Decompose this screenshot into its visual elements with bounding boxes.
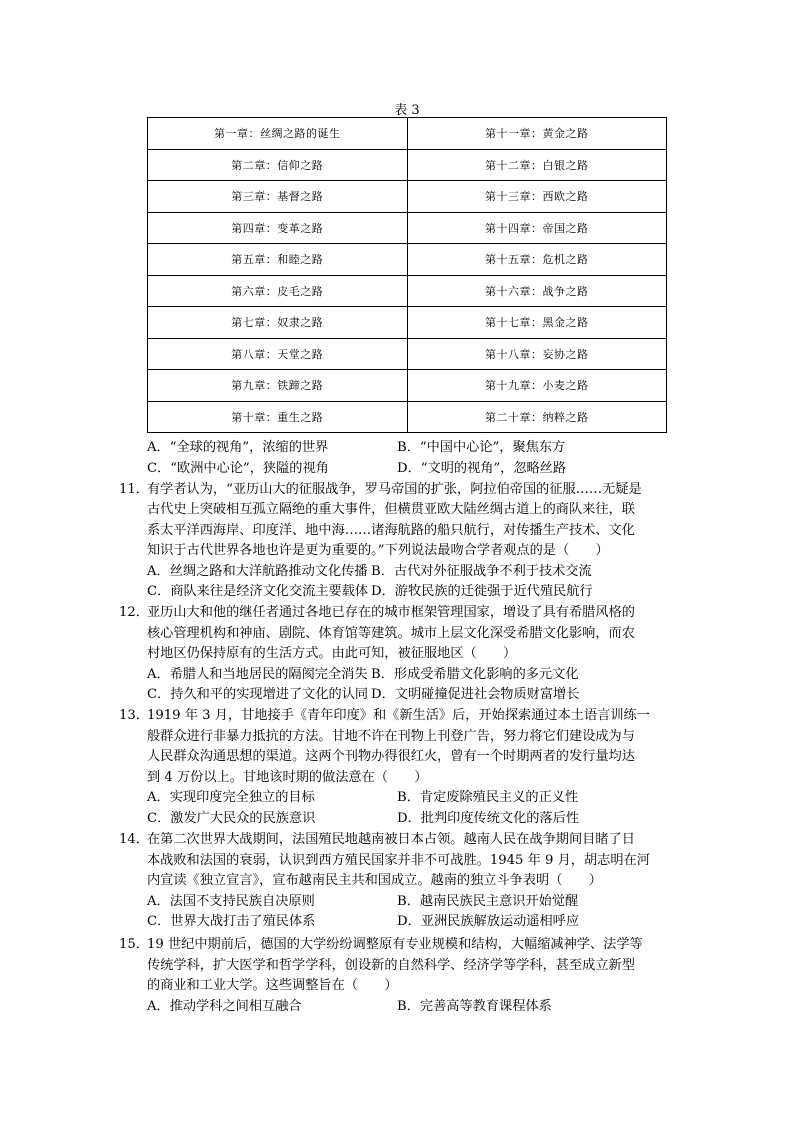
table-caption: 表 3 [394, 103, 420, 118]
question-stem-line: 核心管理机构和神庙、剧院、体育馆等建筑。城市上层文化深受希腊文化影响，而农 [147, 625, 635, 641]
option-b: B．形成受希腊文化影响的多元文化 [371, 666, 579, 682]
question-stem-line: 系太平洋西海岸、印度洋、地中海……诸海航路的船只航行，对传播生产技术、文化 [147, 522, 635, 538]
table-cell: 第十五章：危机之路 [407, 244, 667, 276]
question-15 [119, 935, 679, 1017]
question-stem-line: 知识于古代世界各地也许是更为重要的。”下列说法最吻合学者观点的是（ ） [147, 543, 609, 559]
table-row [148, 118, 667, 150]
option-b: B．完善高等教育课程体系 [397, 998, 552, 1014]
table-cell: 第十二章：白银之路 [407, 149, 667, 181]
table-cell: 第六章：皮毛之路 [148, 275, 408, 307]
option-c: C．激发广大民众的民族意识 [147, 810, 316, 826]
option-c: C．商队来往是经济文化交流主要载体 [147, 584, 369, 600]
table-cell: 第二章：信仰之路 [148, 149, 408, 181]
question-12 [119, 603, 679, 706]
table-row [148, 275, 667, 307]
question-stem-line: 的商业和工业大学。这些调整旨在（ ） [147, 978, 398, 994]
question-stem-line: 传统学科，扩大医学和哲学学科，创设新的自然科学、经济学等学科，甚至成立新型 [147, 957, 635, 973]
option-b: B．越南民族民主意识开始觉醒 [397, 893, 579, 909]
option-a: A．丝绸之路和大洋航路推动文化传播 [147, 563, 368, 579]
option-d: D．亚洲民族解放运动遥相呼应 [397, 914, 580, 930]
question-stem-line: 本战败和法国的衰弱，认识到西方殖民国家并非不可战胜。1945 年 9 月，胡志明在河 [147, 852, 650, 868]
table-cell: 第十四章：帝国之路 [407, 212, 667, 244]
option-b: B．“中国中心论”，聚焦东方 [397, 440, 566, 455]
option-b: B．古代对外征服战争不利于技术交流 [371, 563, 592, 579]
table-row [148, 370, 667, 402]
question-stem-line: 般群众进行非暴力抵抗的方法。甘地不许在刊物上刊登广告，努力将它们建设成为与 [147, 728, 635, 744]
table-cell: 第七章：奴隶之路 [148, 307, 408, 339]
option-d: D．“文明的视角”，忽略丝路 [397, 460, 567, 476]
option-a: A．实现印度完全独立的目标 [147, 790, 315, 806]
question-number: 15． [119, 937, 149, 952]
option-d: D．游牧民族的迁徙强于近代殖民航行 [371, 584, 593, 600]
question-number: 14． [119, 832, 149, 847]
table-cell: 第四章：变革之路 [148, 212, 408, 244]
option-a: A．推动学科之间相互融合 [147, 998, 302, 1014]
table-cell: 第二十章：纳粹之路 [407, 401, 667, 433]
question-11 [119, 480, 679, 604]
option-a: A．希腊人和当地居民的隔阂完全消失 [147, 666, 368, 682]
table-cell: 第十八章：妄协之路 [407, 338, 667, 370]
table-row [148, 149, 667, 181]
question-10-options [119, 438, 679, 479]
option-b: B．肯定废除殖民主义的正义性 [397, 790, 579, 806]
question-stem-line: 1919 年 3 月，甘地接手《青年印度》和《新生活》后，开始探索通过本土语言训练一 [147, 708, 650, 723]
table-cell: 第十一章：黄金之路 [407, 118, 667, 150]
chapter-table [147, 117, 667, 433]
table-row [148, 401, 667, 433]
question-stem-line: 古代史上突破相互孤立隔绝的重大事件，但横贯亚欧大陆丝绸古道上的商队来往，联 [147, 502, 635, 518]
question-stem-line: 在第二次世界大战期间，法国殖民地越南被日本占领。越南人民在战争期间目睹了日 [147, 832, 635, 847]
table-cell: 第十九章：小麦之路 [407, 370, 667, 402]
question-stem-line: 有学者认为，“亚历山大的征服战争，罗马帝国的扩张，阿拉伯帝国的征服……无疑是 [147, 481, 642, 497]
table-cell: 第一章：丝绸之路的诞生 [148, 118, 408, 150]
question-number: 13． [119, 708, 149, 723]
question-stem-line: 人民群众沟通思想的渠道。这两个刊物办得很红火，曾有一个时期两者的发行量均达 [147, 749, 635, 765]
question-stem-line: 内宣读《独立宣言》，宣布越南民主共和国成立。越南的独立斗争表明（ ） [147, 873, 602, 889]
table-cell: 第三章：基督之路 [148, 181, 408, 213]
table-cell: 第九章：铁蹄之路 [148, 370, 408, 402]
table-row [148, 181, 667, 213]
option-a: A．法国不支持民族自决原则 [147, 893, 315, 909]
question-stem-line: 亚历山大和他的继任者通过各地已存在的城市框架管理国家，增设了具有希腊风格的 [147, 605, 635, 620]
question-stem-line: 村地区仍保持原有的生活方式。由此可知，被征服地区（ ） [147, 646, 517, 662]
table-cell: 第十三章：西欧之路 [407, 181, 667, 213]
table-row [148, 212, 667, 244]
question-number: 11． [119, 481, 149, 497]
question-14 [119, 830, 679, 933]
table-cell: 第五章：和睦之路 [148, 244, 408, 276]
option-d: D．批判印度传统文化的落后性 [397, 810, 580, 826]
table-cell: 第十七章：黑金之路 [407, 307, 667, 339]
table-cell: 第八章：天堂之路 [148, 338, 408, 370]
table-cell: 第十六章：战争之路 [407, 275, 667, 307]
question-number: 12． [119, 605, 149, 620]
table-row [148, 244, 667, 276]
option-c: C．世界大战打击了殖民体系 [147, 914, 316, 930]
question-stem-line: 到 4 万份以上。甘地该时期的做法意在（ ） [147, 769, 428, 785]
option-a: A．“全球的视角”，浓缩的世界 [147, 440, 329, 455]
option-c: C．“欧洲中心论”，狭隘的视角 [147, 460, 329, 476]
table-row [148, 307, 667, 339]
table-row [148, 338, 667, 370]
option-c: C．持久和平的实现增进了文化的认同 [147, 687, 369, 703]
table-cell: 第十章：重生之路 [148, 401, 408, 433]
option-d: D．文明碰撞促进社会物质财富增长 [371, 687, 580, 703]
question-13 [119, 706, 679, 830]
question-stem-line: 19 世纪中期前后，德国的大学纷纷调整原有专业规模和结构，大幅缩减神学、法学等 [147, 937, 643, 952]
